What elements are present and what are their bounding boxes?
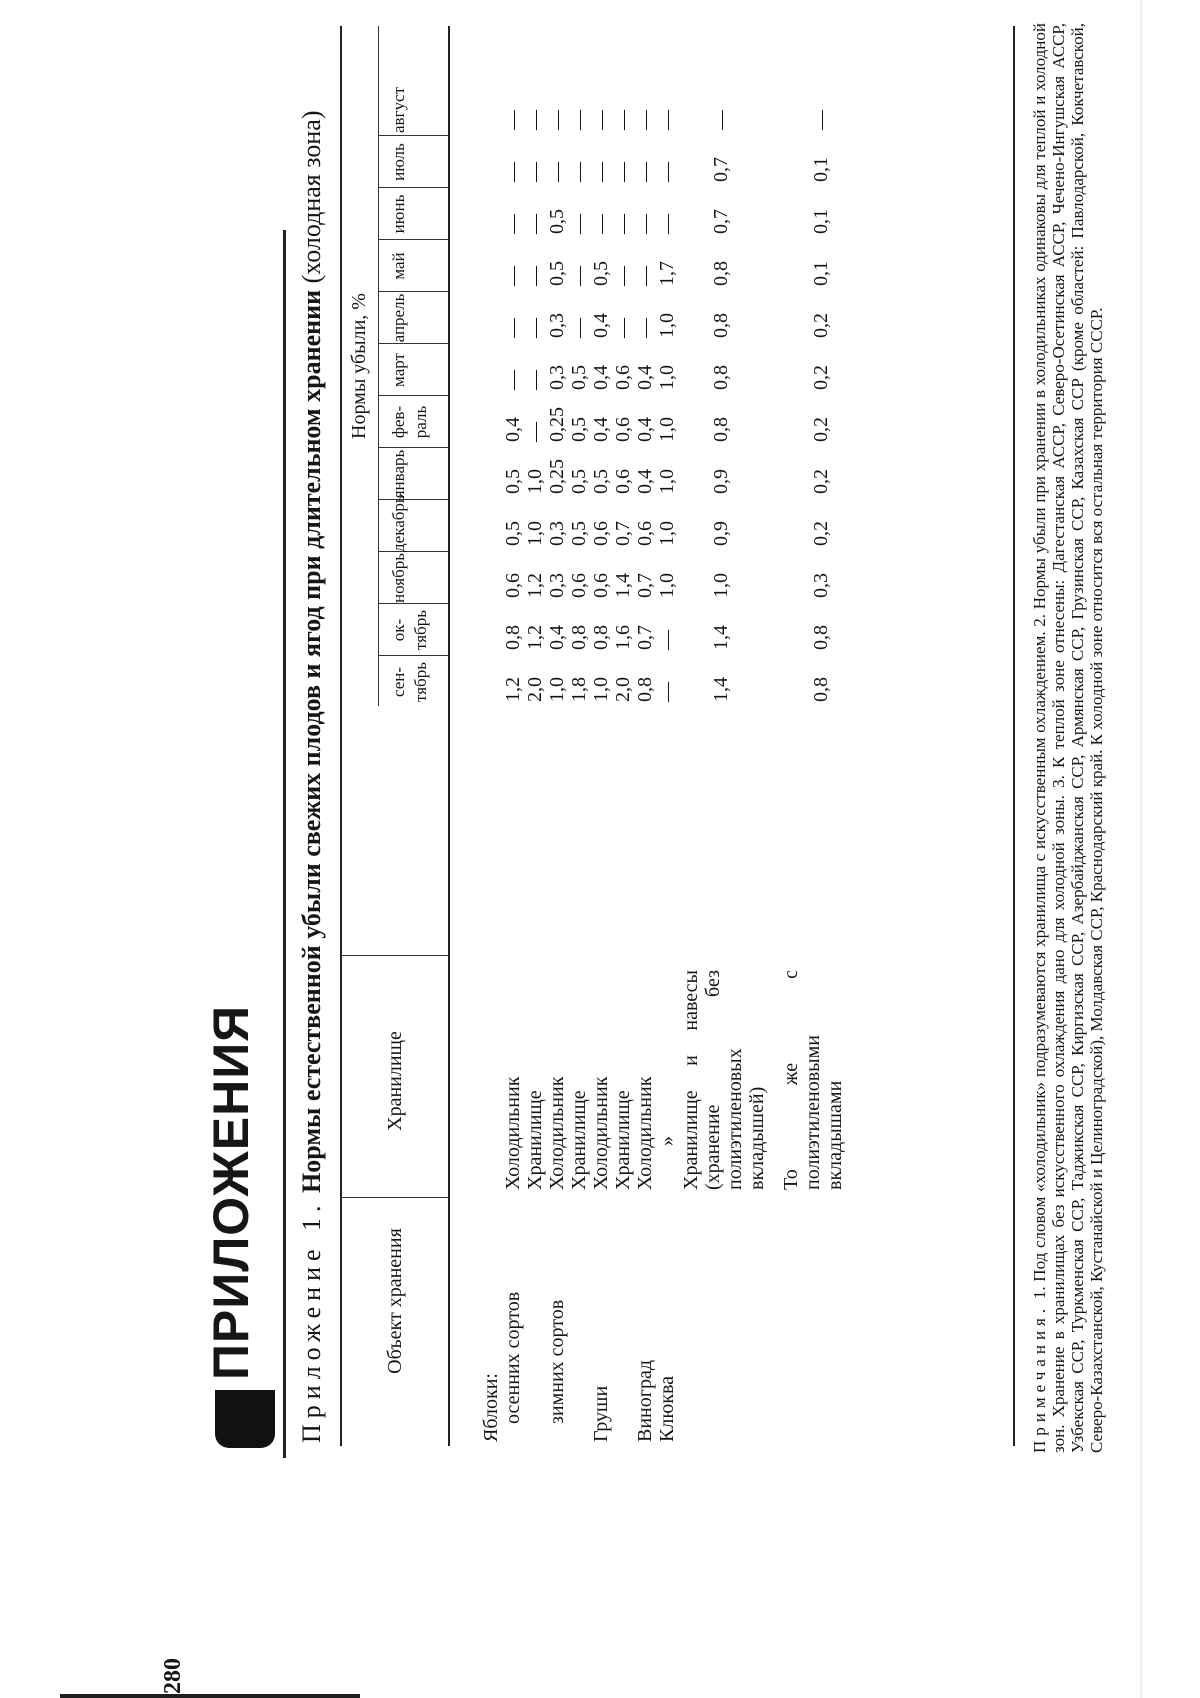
table-value: 0,4 [546,625,568,650]
table-value: — [568,266,590,286]
table-value: — [524,214,546,234]
table-header-rule [448,26,450,1446]
table-value: — [612,214,634,234]
row-object: Груши [590,1385,612,1442]
row-object: зимних сортов [546,1299,568,1424]
month-header: декабрь [389,495,408,552]
table-value: 0,4 [634,365,656,390]
table-value: 0,8 [634,677,656,702]
month-header: июль [389,143,408,181]
table-value: — [546,162,568,182]
table-value: 0,8 [810,677,832,702]
row-storage: То же с полиэтиленовыми вкладышами [780,970,846,1190]
bottom-rule [1140,0,1142,1698]
table-value: 0,6 [502,573,524,598]
table-value: — [546,110,568,130]
table-column-divider [340,955,448,956]
table-value: 1,8 [568,677,590,702]
row-storage: » [656,1136,678,1146]
table-value: — [710,110,732,130]
table-value: 0,2 [810,417,832,442]
row-object: Яблоки: [480,1373,502,1442]
table-value: 0,3 [546,365,568,390]
header-norms: Нормы убыли, % [348,293,370,439]
table-value: 1,4 [710,625,732,650]
table-value: 0,5 [502,521,524,546]
table-value: 2,0 [612,677,634,702]
table-value: — [634,162,656,182]
table-value: 0,6 [568,573,590,598]
table-value: 0,4 [590,417,612,442]
row-object: Виноград [634,1359,656,1442]
table-value: 0,4 [502,417,524,442]
table-value: 0,6 [634,521,656,546]
table-value: 0,8 [502,625,524,650]
table-value: 0,8 [710,313,732,338]
table-value: 0,8 [568,625,590,650]
page-edge-rule [60,1694,360,1698]
table-value: — [568,162,590,182]
table-value: — [656,214,678,234]
table-value: 0,7 [634,573,656,598]
table-value: 1,7 [656,261,678,286]
table-value: 0,1 [810,261,832,286]
table-value: 0,5 [568,417,590,442]
header-object: Объект хранения [384,1228,406,1374]
table-value: 1,0 [656,313,678,338]
table-value: — [568,318,590,338]
table-value: 0,4 [634,469,656,494]
month-header: ноябрь [389,553,408,603]
norms-table [340,26,1015,1446]
table-value: 1,0 [524,469,546,494]
table-value: 0,8 [710,417,732,442]
table-value: 0,8 [710,365,732,390]
table-value: — [524,110,546,130]
table-value: 1,0 [656,469,678,494]
table-value: 1,0 [590,677,612,702]
table-value: 0,2 [810,365,832,390]
row-object: Клюква [656,1375,678,1442]
table-value: 0,3 [546,573,568,598]
table-value: 2,0 [524,677,546,702]
row-storage: Хранилище и навесы (хранение без полиэтиленовых вкладышей) [680,970,768,1190]
table-value: 0,4 [634,417,656,442]
table-value: — [502,162,524,182]
table-top-rule [340,26,342,1446]
table-value: 0,5 [502,469,524,494]
section-marker-icon [215,1390,275,1448]
table-value: — [524,370,546,390]
row-storage: Холодильник [546,1076,568,1190]
table-value: — [590,214,612,234]
table-value: 0,4 [590,365,612,390]
table-value: 0,8 [710,261,732,286]
month-header: март [389,353,408,387]
section-title: ПРИЛОЖЕНИЯ [203,1004,259,1380]
month-header: апрель [389,293,408,343]
table-value: 1,0 [710,573,732,598]
month-header: июнь [389,194,408,234]
table-value: — [656,682,678,702]
table-value: — [568,110,590,130]
row-object: осенних сортов [502,1291,524,1424]
row-storage: Холодильник [590,1076,612,1190]
table-value: — [656,162,678,182]
table-value: — [502,370,524,390]
notes-label: Примечания. [1030,1303,1049,1453]
table-value: 1,0 [656,521,678,546]
notes-text: 1. Под словом «холодильник» подразумеваются хранилища с искусственным охлаждением. 2. Нормы убыли при хранении в холодильниках одинаковы для теплой и холодной зон. Хранение в хранилищах без искусственного охлаждения дано для холодной зоны. 3. К теплой зоне отнесены: Дагестанская АССР, Северо-Осетинская АССР, Чечено-Ингушская АССР, Узбекская ССР, Туркменская ССР, Таджикская ССР, Киргизская ССР, Азербайджанская ССР, Армянская ССР, Грузинская ССР, Казахская ССР (кроме областей: Павлодарской, Кокчетавской, Северо-Казахстанской, Кустанайской и Целиноградской), Молдавская ССР, Краснодарский край. К холодной зоне относится вся остальная территория СССР. [1030,22,1106,1453]
appendix-label: Приложение 1. [297,1199,326,1443]
table-value: 0,6 [612,365,634,390]
table-value: — [524,318,546,338]
table-value: 0,1 [810,157,832,182]
table-value: 1,0 [524,521,546,546]
table-value: — [568,214,590,234]
appendix-title-text: Нормы естественной убыли свежих плодов и ягод при длительном хранении [297,289,326,1193]
header-rule [283,230,286,1458]
table-value: 1,6 [612,625,634,650]
row-storage: Холодильник [502,1076,524,1190]
row-storage: Хранилище [568,1090,590,1190]
table-value: — [502,266,524,286]
table-value: 0,5 [590,469,612,494]
table-value: 1,4 [612,573,634,598]
table-value: 0,9 [710,521,732,546]
table-value: 0,6 [612,469,634,494]
row-storage: Хранилище [612,1090,634,1190]
table-value: 0,2 [810,469,832,494]
table-value: — [810,110,832,130]
table-value: — [634,214,656,234]
table-value: 1,2 [502,677,524,702]
table-value: 0,3 [546,313,568,338]
table-value: 0,7 [634,625,656,650]
table-value: 0,6 [612,417,634,442]
table-value: — [634,318,656,338]
table-value: — [502,214,524,234]
table-value: 1,4 [710,677,732,702]
table-value: 0,3 [546,521,568,546]
norms-header-rule [378,26,379,706]
row-storage: Холодильник [634,1076,656,1190]
table-value: 0,1 [810,209,832,234]
table-value: 0,25 [546,407,568,442]
appendix-zone: (холодная зона) [297,110,326,284]
table-value: 1,2 [524,573,546,598]
table-value: 0,5 [546,261,568,286]
table-value: 0,7 [710,157,732,182]
table-value: — [634,266,656,286]
header-storage: Хранилище [384,1031,406,1131]
month-header: ок-тябрь [389,610,430,650]
table-value: 0,9 [710,469,732,494]
table-value: — [502,110,524,130]
table-value: 0,7 [710,209,732,234]
table-value: 1,0 [656,365,678,390]
month-header: январь [389,449,408,499]
table-value: 1,0 [656,417,678,442]
table-value: — [656,110,678,130]
table-value: — [634,110,656,130]
table-value: 0,2 [810,313,832,338]
month-header: май [389,252,408,280]
table-value: 0,3 [810,573,832,598]
page-number: 280 [160,1658,186,1694]
table-value: 0,2 [810,521,832,546]
table-value: 0,6 [590,573,612,598]
table-value: 0,8 [810,625,832,650]
table-value: 0,4 [590,313,612,338]
month-header: август [389,86,408,134]
table-value: 0,25 [546,459,568,494]
table-value: — [524,422,546,442]
notes [1030,23,1106,1453]
table-value: 0,5 [590,261,612,286]
table-value: 0,5 [568,521,590,546]
table-value: — [612,162,634,182]
table-value: — [502,318,524,338]
month-header: фев-раль [389,405,430,439]
table-value: 1,2 [524,625,546,650]
appendix-title [297,110,327,1443]
table-value: — [612,110,634,130]
table-value: 0,7 [612,521,634,546]
table-value: — [590,110,612,130]
table-value: 1,0 [546,677,568,702]
table-value: 0,5 [546,209,568,234]
table-value: 0,6 [590,521,612,546]
table-value: — [524,162,546,182]
table-value: — [612,266,634,286]
table-value: 0,8 [590,625,612,650]
table-value: — [524,266,546,286]
table-bottom-rule [1013,26,1015,1446]
table-value: 0,5 [568,365,590,390]
month-header: сен-тябрь [389,662,430,702]
table-value: 1,0 [656,573,678,598]
table-value: 0,5 [568,469,590,494]
row-storage: Хранилище [524,1090,546,1190]
table-value: — [612,318,634,338]
table-value: — [656,630,678,650]
table-value: — [590,162,612,182]
